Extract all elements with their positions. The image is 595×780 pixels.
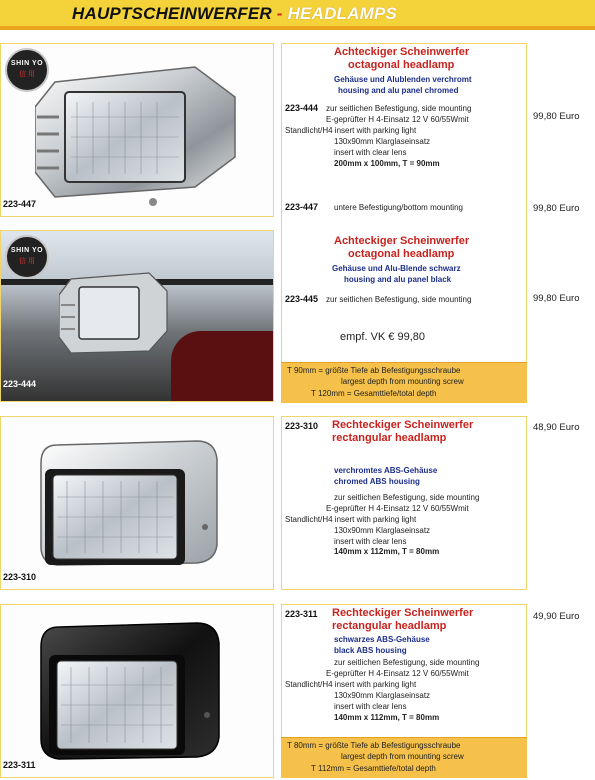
text-panel-223-310 xyxy=(281,416,527,590)
header-underline xyxy=(0,26,595,30)
glass-info: 130x90mm Klarglaseinsatz xyxy=(334,526,431,535)
shinyo-logo xyxy=(5,235,49,279)
depth-line-1: T 80mm = größte Tiefe ab Befestigungsschraube xyxy=(287,741,461,750)
product-code: 223-444 xyxy=(285,103,319,113)
dimensions: 140mm x 112mm, T = 80mm xyxy=(334,547,440,556)
octagonal-headlamp-chrome xyxy=(35,62,255,212)
rectangular-headlamp-black xyxy=(37,617,222,767)
price-223-444: 99,80 Euro xyxy=(533,111,580,122)
product-title-de: Rechteckiger Scheinwerfer xyxy=(332,607,474,619)
product-subtitle-de: Gehäuse und Alu-Blende schwarz xyxy=(332,264,461,273)
mounting-info: zur seitlichen Befestigung, side mounting xyxy=(326,104,472,113)
product-code: 223-311 xyxy=(285,609,318,619)
product-subtitle-en: black ABS housing xyxy=(334,646,407,655)
depth-info-box-1 xyxy=(281,362,527,403)
product-image-223-447 xyxy=(0,43,274,217)
page-title-en: HEADLAMPS xyxy=(287,4,398,23)
section-223-444 xyxy=(282,44,526,222)
insert-info-en: Standlicht/H4 insert with parking light xyxy=(285,515,417,524)
price-223-445: 99,80 Euro xyxy=(533,293,580,304)
logo-chars: 信 用 xyxy=(19,258,35,265)
price-223-311: 49,90 Euro xyxy=(533,611,580,622)
logo-chars: 信 用 xyxy=(19,71,35,78)
page-title xyxy=(72,4,397,24)
product-subtitle-de: verchromtes ABS-Gehäuse xyxy=(334,466,438,475)
product-title-de: Rechteckiger Scheinwerfer xyxy=(332,419,474,431)
title-separator: - xyxy=(271,4,288,23)
insert-info-en: Standlicht/H4 insert with parking light xyxy=(285,680,417,689)
price-223-447: 99,80 Euro xyxy=(533,203,580,214)
image-label: 223-310 xyxy=(3,572,37,582)
dimensions: 200mm x 100mm, T = 90mm xyxy=(334,159,440,168)
product-code: 223-310 xyxy=(285,421,319,431)
insert-info: E-geprüfter H 4-Einsatz 12 V 60/55Wmit xyxy=(326,669,469,678)
glass-info: 130x90mm Klarglaseinsatz xyxy=(334,691,431,700)
page-title-de: HAUPTSCHEINWERFER xyxy=(72,4,272,23)
image-label: 223-444 xyxy=(3,379,37,389)
octagonal-headlamp-on-bike xyxy=(59,271,169,356)
logo-text: SHIN YO xyxy=(10,60,44,67)
mounting-info: zur seitlichen Befestigung, side mounting xyxy=(334,658,480,667)
product-title-de: Achteckiger Scheinwerfer xyxy=(334,46,470,58)
price-223-310: 48,90 Euro xyxy=(533,422,580,433)
glass-info: 130x90mm Klarglaseinsatz xyxy=(334,137,431,146)
product-subtitle-en: housing and alu panel chromed xyxy=(338,86,459,95)
dimensions: 140mm x 112mm, T = 80mm xyxy=(334,713,440,722)
product-subtitle-de: Gehäuse und Alublenden verchromt xyxy=(334,75,472,84)
product-title-en: octagonal headlamp xyxy=(348,248,455,260)
product-title-en: octagonal headlamp xyxy=(348,59,455,71)
product-title-de: Achteckiger Scheinwerfer xyxy=(334,235,470,247)
depth-line-1-en: largest depth from mounting screw xyxy=(341,752,464,761)
product-subtitle-en: housing and alu panel black xyxy=(344,275,452,284)
depth-line-1: T 90mm = größte Tiefe ab Befestigungsschraube xyxy=(287,366,461,375)
text-panel-223-311 xyxy=(281,604,527,738)
depth-line-2: T 120mm = Gesamttiefe/total depth xyxy=(311,389,437,398)
product-image-223-444 xyxy=(0,230,274,402)
text-panel-octagonal xyxy=(281,43,527,403)
insert-info: E-geprüfter H 4-Einsatz 12 V 60/55Wmit xyxy=(326,504,469,513)
product-title-en: rectangular headlamp xyxy=(332,432,447,444)
product-code: 223-445 xyxy=(285,294,319,304)
page-header xyxy=(0,0,595,30)
product-image-223-310 xyxy=(0,416,274,590)
product-image-223-311 xyxy=(0,604,274,778)
glass-info-en: insert with clear lens xyxy=(334,148,407,157)
rectangular-headlamp-chrome xyxy=(37,435,222,575)
depth-line-1-en: largest depth from mounting screw xyxy=(341,377,464,386)
product-subtitle-de: schwarzes ABS-Gehäuse xyxy=(334,635,430,644)
insert-info-en: Standlicht/H4 insert with parking light xyxy=(285,126,417,135)
image-label: 223-447 xyxy=(3,199,37,209)
insert-info: E-geprüfter H 4-Einsatz 12 V 60/55Wmit xyxy=(326,115,469,124)
glass-info-en: insert with clear lens xyxy=(334,702,407,711)
product-subtitle-en: chromed ABS housing xyxy=(334,477,420,486)
depth-info-box-2 xyxy=(281,737,527,778)
mounting-info: zur seitlichen Befestigung, side mounting xyxy=(326,295,472,304)
recommended-retail-price: empf. VK € 99,80 xyxy=(340,331,425,343)
product-code-2: 223-447 xyxy=(285,202,319,212)
product-title-en: rectangular headlamp xyxy=(332,620,447,632)
mounting-info: zur seitlichen Befestigung, side mounting xyxy=(334,493,480,502)
logo-text: SHIN YO xyxy=(10,247,44,254)
image-label: 223-311 xyxy=(3,760,36,770)
depth-line-2: T 112mm = Gesamttiefe/total depth xyxy=(311,764,436,773)
mounting-info-2: untere Befestigung/bottom mounting xyxy=(334,203,463,212)
fuel-tank xyxy=(171,331,274,401)
glass-info-en: insert with clear lens xyxy=(334,537,407,546)
